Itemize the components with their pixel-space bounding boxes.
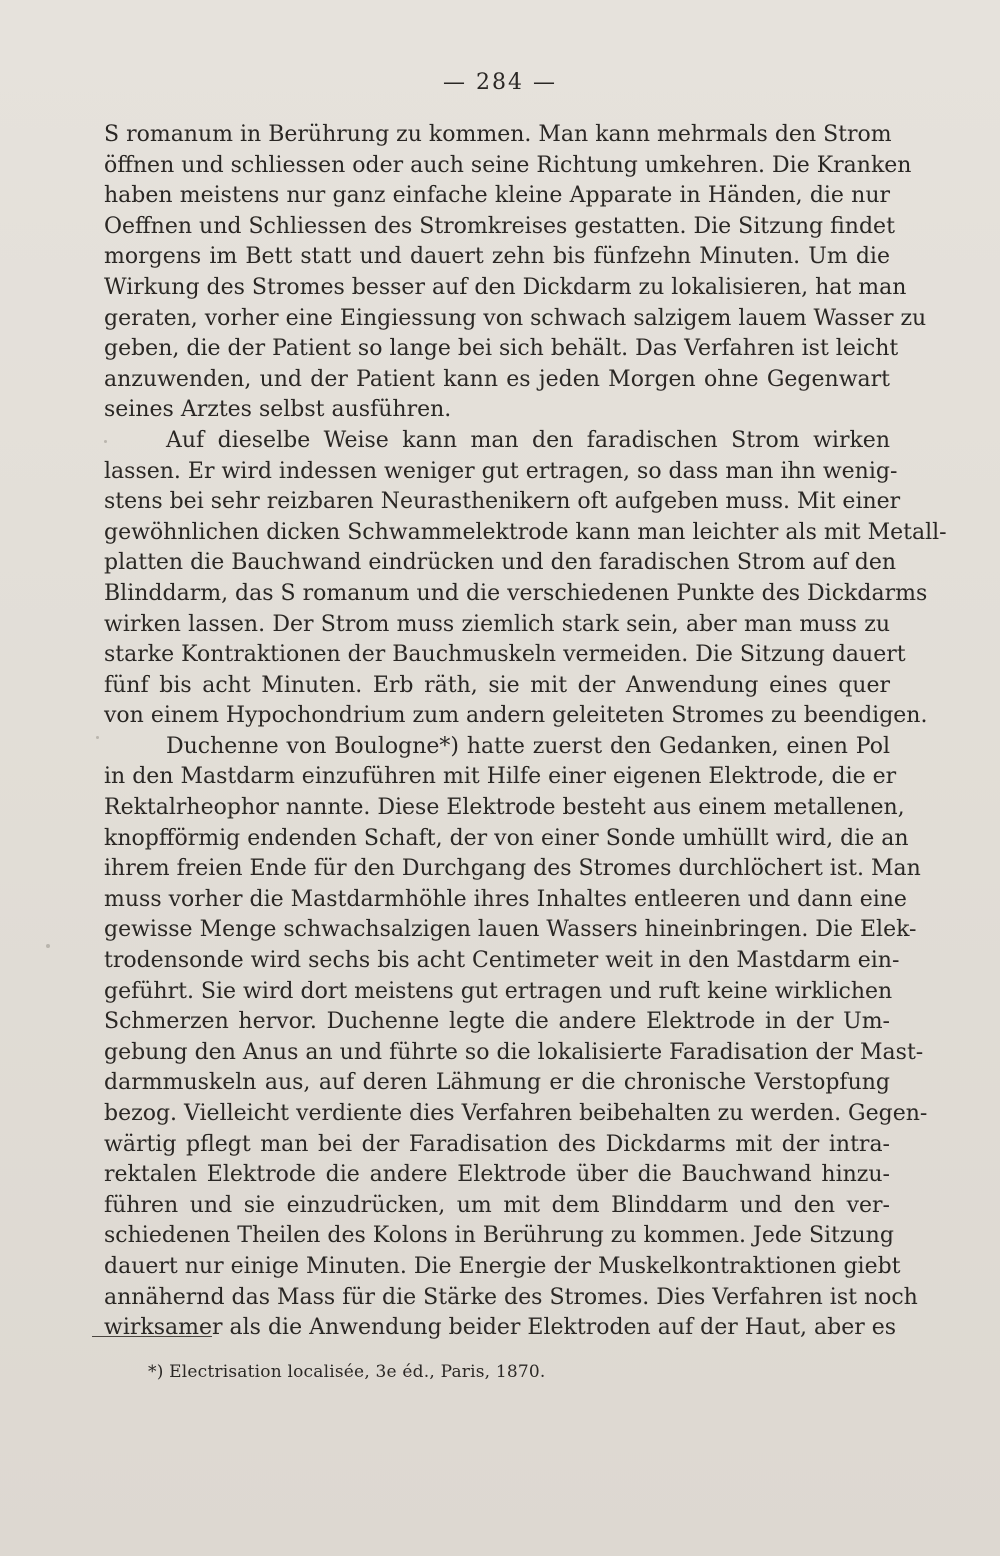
text-line: geführt. Sie wird dort meistens gut ertragen und ruft keine wirklichen (104, 978, 893, 1004)
text-line: rektalen Elektrode die andere Elektrode über die Bauchwand hinzu- (104, 1162, 890, 1188)
body-text (104, 120, 947, 1344)
text-line: bezog. Vielleicht verdiente dies Verfahren beibehalten zu werden. Gegen- (104, 1101, 928, 1126)
text-line: knopfförmig endenden Schaft, der von einer Sonde umhüllt wird, die an (104, 825, 909, 851)
text-line: wirksamer als die Anwendung beider Elektroden auf der Haut, aber es (104, 1315, 897, 1341)
text-line: lassen. Er wird indessen weniger gut ertragen, so dass man ihn wenig- (104, 458, 898, 484)
text-line: wärtig pflegt man bei der Faradisation des Dickdarms mit der intra- (104, 1131, 890, 1157)
text-line: haben meistens nur ganz einfache kleine Apparate in Händen, die nur (104, 183, 890, 209)
text-line: in den Mastdarm einzuführen mit Hilfe einer eigenen Elektrode, die er (104, 764, 897, 790)
text-line: öffnen und schliessen oder auch seine Richtung umkehren. Die Kranken (104, 152, 912, 178)
paper-speck (46, 944, 50, 948)
text-line: wirken lassen. Der Strom muss ziemlich stark sein, aber man muss zu (104, 611, 890, 637)
footnote: *) Electrisation localisée, 3e éd., Paris, 1870. (148, 1362, 546, 1382)
text-line: gewisse Menge schwachsalzigen lauen Wassers hineinbringen. Die Elek- (104, 917, 917, 943)
text-line: Blinddarm, das S romanum und die verschiedenen Punkte des Dickdarms (104, 580, 928, 606)
text-line: Rektalrheophor nannte. Diese Elektrode besteht aus einem metallenen, (104, 795, 905, 821)
text-line: gebung den Anus an und führte so die lokalisierte Faradisation der Mast- (104, 1039, 924, 1065)
paper-speck (104, 440, 107, 443)
text-line: führen und sie einzudrücken, um mit dem Blinddarm und den ver- (104, 1192, 890, 1218)
text-line: ihrem freien Ende für den Durchgang des Stromes durchlöchert ist. Man (104, 856, 921, 882)
text-line: morgens im Bett statt und dauert zehn bis fünfzehn Minuten. Um die (104, 244, 890, 270)
page-number: — 284 — (443, 70, 557, 95)
paper-speck (96, 736, 99, 739)
text-line: geben, die der Patient so lange bei sich behält. Das Verfahren ist leicht (104, 336, 899, 362)
footnote-divider (92, 1336, 212, 1337)
text-line: platten die Bauchwand eindrücken und den faradischen Strom auf den (104, 550, 897, 576)
text-line: darmmuskeln aus, auf deren Lähmung er die chronische Verstopfung (104, 1070, 890, 1096)
text-line: stens bei sehr reizbaren Neurasthenikern oft aufgeben muss. Mit einer (104, 489, 901, 515)
text-line: fünf bis acht Minuten. Erb räth, sie mit der Anwendung eines quer (104, 672, 890, 698)
text-line: von einem Hypochondrium zum andern geleiteten Stromes zu beendigen. (104, 703, 928, 729)
text-line: dauert nur einige Minuten. Die Energie der Muskelkontraktionen giebt (104, 1253, 901, 1279)
text-line: Schmerzen hervor. Duchenne legte die andere Elektrode in der Um- (104, 1009, 890, 1035)
text-line: S romanum in Berührung zu kommen. Man kann mehrmals den Strom (104, 122, 892, 147)
text-line: starke Kontraktionen der Bauchmuskeln vermeiden. Die Sitzung dauert (104, 642, 906, 668)
text-line: Oeffnen und Schliessen des Stromkreises gestatten. Die Sitzung findet (104, 213, 895, 239)
text-line: muss vorher die Mastdarmhöhle ihres Inhaltes entleeren und dann eine (104, 886, 907, 912)
paragraph-start-line: Duchenne von Boulogne*) hatte zuerst den Gedanken, einen Pol (166, 733, 890, 759)
text-line: anzuwenden, und der Patient kann es jeden Morgen ohne Gegenwart (104, 366, 890, 392)
text-line: Wirkung des Stromes besser auf den Dickdarm zu lokalisieren, hat man (104, 274, 907, 300)
text-line: schiedenen Theilen des Kolons in Berührung zu kommen. Jede Sitzung (104, 1223, 894, 1249)
text-line: seines Arztes selbst ausführen. (104, 397, 452, 423)
text-line: geraten, vorher eine Eingiessung von schwach salzigem lauem Wasser zu (104, 305, 927, 331)
text-line: annähernd das Mass für die Stärke des Stromes. Dies Verfahren ist noch (104, 1284, 918, 1310)
text-line: gewöhnlichen dicken Schwammelektrode kann man leichter als mit Metall- (104, 519, 947, 545)
text-line: trodensonde wird sechs bis acht Centimeter weit in den Mastdarm ein- (104, 948, 900, 974)
paragraph-start-line: Auf dieselbe Weise kann man den faradischen Strom wirken (166, 427, 890, 453)
